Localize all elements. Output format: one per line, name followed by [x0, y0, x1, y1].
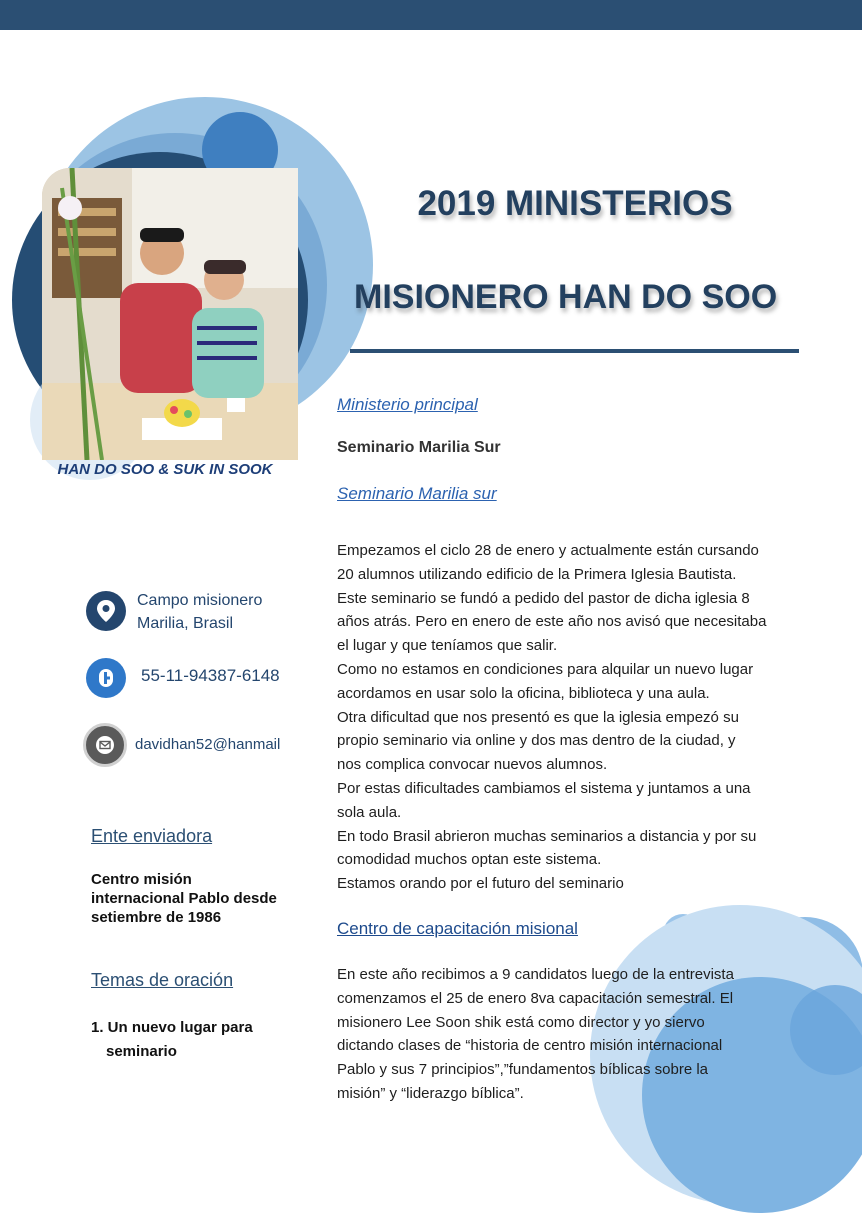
seminary-paragraph: [337, 539, 766, 896]
text-line: propio seminario via online y dos mas dentro de la ciudad, y: [337, 732, 736, 750]
text-line: Como no estamos en condiciones para alquilar un nuevo lugar: [337, 660, 754, 678]
text-line: Este seminario se fundó a pedido del pastor de dicha iglesia 8: [337, 589, 750, 607]
phone-icon: [86, 658, 126, 698]
text-line: el lugar y que teníamos que salir.: [337, 637, 558, 655]
sending-line-3: setiembre de 1986: [91, 909, 222, 926]
text-line: años atrás. Pero en enero de este año nos avisó que necesitaba: [337, 613, 767, 631]
text-line: comodidad muchos optan este sistema.: [337, 851, 602, 869]
text-line: Otra dificultad que nos presentó es que la iglesia empezó su: [337, 708, 739, 726]
title-divider: [350, 349, 799, 353]
text-line: Pablo y sus 7 principios”,”fundamentos bíblicas sobre la: [337, 1061, 709, 1079]
location-pin-icon: [86, 591, 126, 631]
text-line: acordamos en usar solo la oficina, biblioteca y una aula.: [337, 684, 710, 702]
seminary-subtitle: Seminario Marilia Sur: [337, 439, 501, 456]
text-line: comenzamos el 25 de enero 8va capacitación semestral. El: [337, 989, 734, 1007]
text-line: En todo Brasil abrieron muchas seminarios a distancia y por su: [337, 827, 757, 845]
text-line: misión” y “liderazgo bíblica”.: [337, 1084, 524, 1102]
missionary-photo: [42, 168, 298, 460]
mission-field-label: Campo misionero: [137, 592, 263, 609]
prayer-heading: Temas de oración: [91, 970, 234, 990]
text-line: Empezamos el ciclo 28 de enero y actualmente están cursando: [337, 542, 759, 559]
text-line: misionero Lee Soon shik está como director y yo siervo: [337, 1013, 705, 1031]
email-address[interactable]: davidhan52@hanmail: [135, 736, 281, 753]
page-title: 2019 MINISTERIOS: [417, 184, 733, 223]
text-line: 20 alumnos utilizando edificio de la Primera Iglesia Bautista.: [337, 565, 737, 583]
photo-caption: HAN DO SOO & SUK IN SOOK: [57, 461, 273, 478]
training-paragraph: [337, 963, 734, 1106]
photo-illustration: [42, 168, 298, 460]
text-line: Estamos orando por el futuro del seminario: [337, 875, 624, 893]
section-centro-capacitacion: Centro de capacitación misional: [337, 919, 578, 938]
phone-number: 55-11-94387-6148: [141, 666, 280, 685]
mission-field-value: Marilia, Brasil: [137, 615, 234, 632]
text-line: sola aula.: [337, 803, 402, 821]
text-line: nos complica convocar nuevos alumnos.: [337, 756, 608, 774]
email-icon: [83, 723, 127, 767]
text-line: Por estas dificultades cambiamos el sistema y juntamos a una: [337, 779, 751, 797]
sending-heading: Ente enviadora: [91, 826, 213, 846]
sending-line-1: Centro misión: [91, 871, 192, 888]
section-ministerio-principal: Ministerio principal: [337, 395, 478, 414]
text-line: En este año recibimos a 9 candidatos luego de la entrevista: [337, 966, 734, 983]
prayer-item-1: 1. Un nuevo lugar para: [91, 1019, 253, 1036]
sending-line-2: internacional Pablo desde: [91, 890, 277, 907]
section-seminario-marilia: Seminario Marilia sur: [337, 484, 497, 503]
prayer-item-1-cont: seminario: [106, 1043, 177, 1060]
text-line: dictando clases de “historia de centro misión internacional: [337, 1037, 723, 1055]
page-subtitle: MISIONERO HAN DO SOO: [354, 278, 778, 316]
